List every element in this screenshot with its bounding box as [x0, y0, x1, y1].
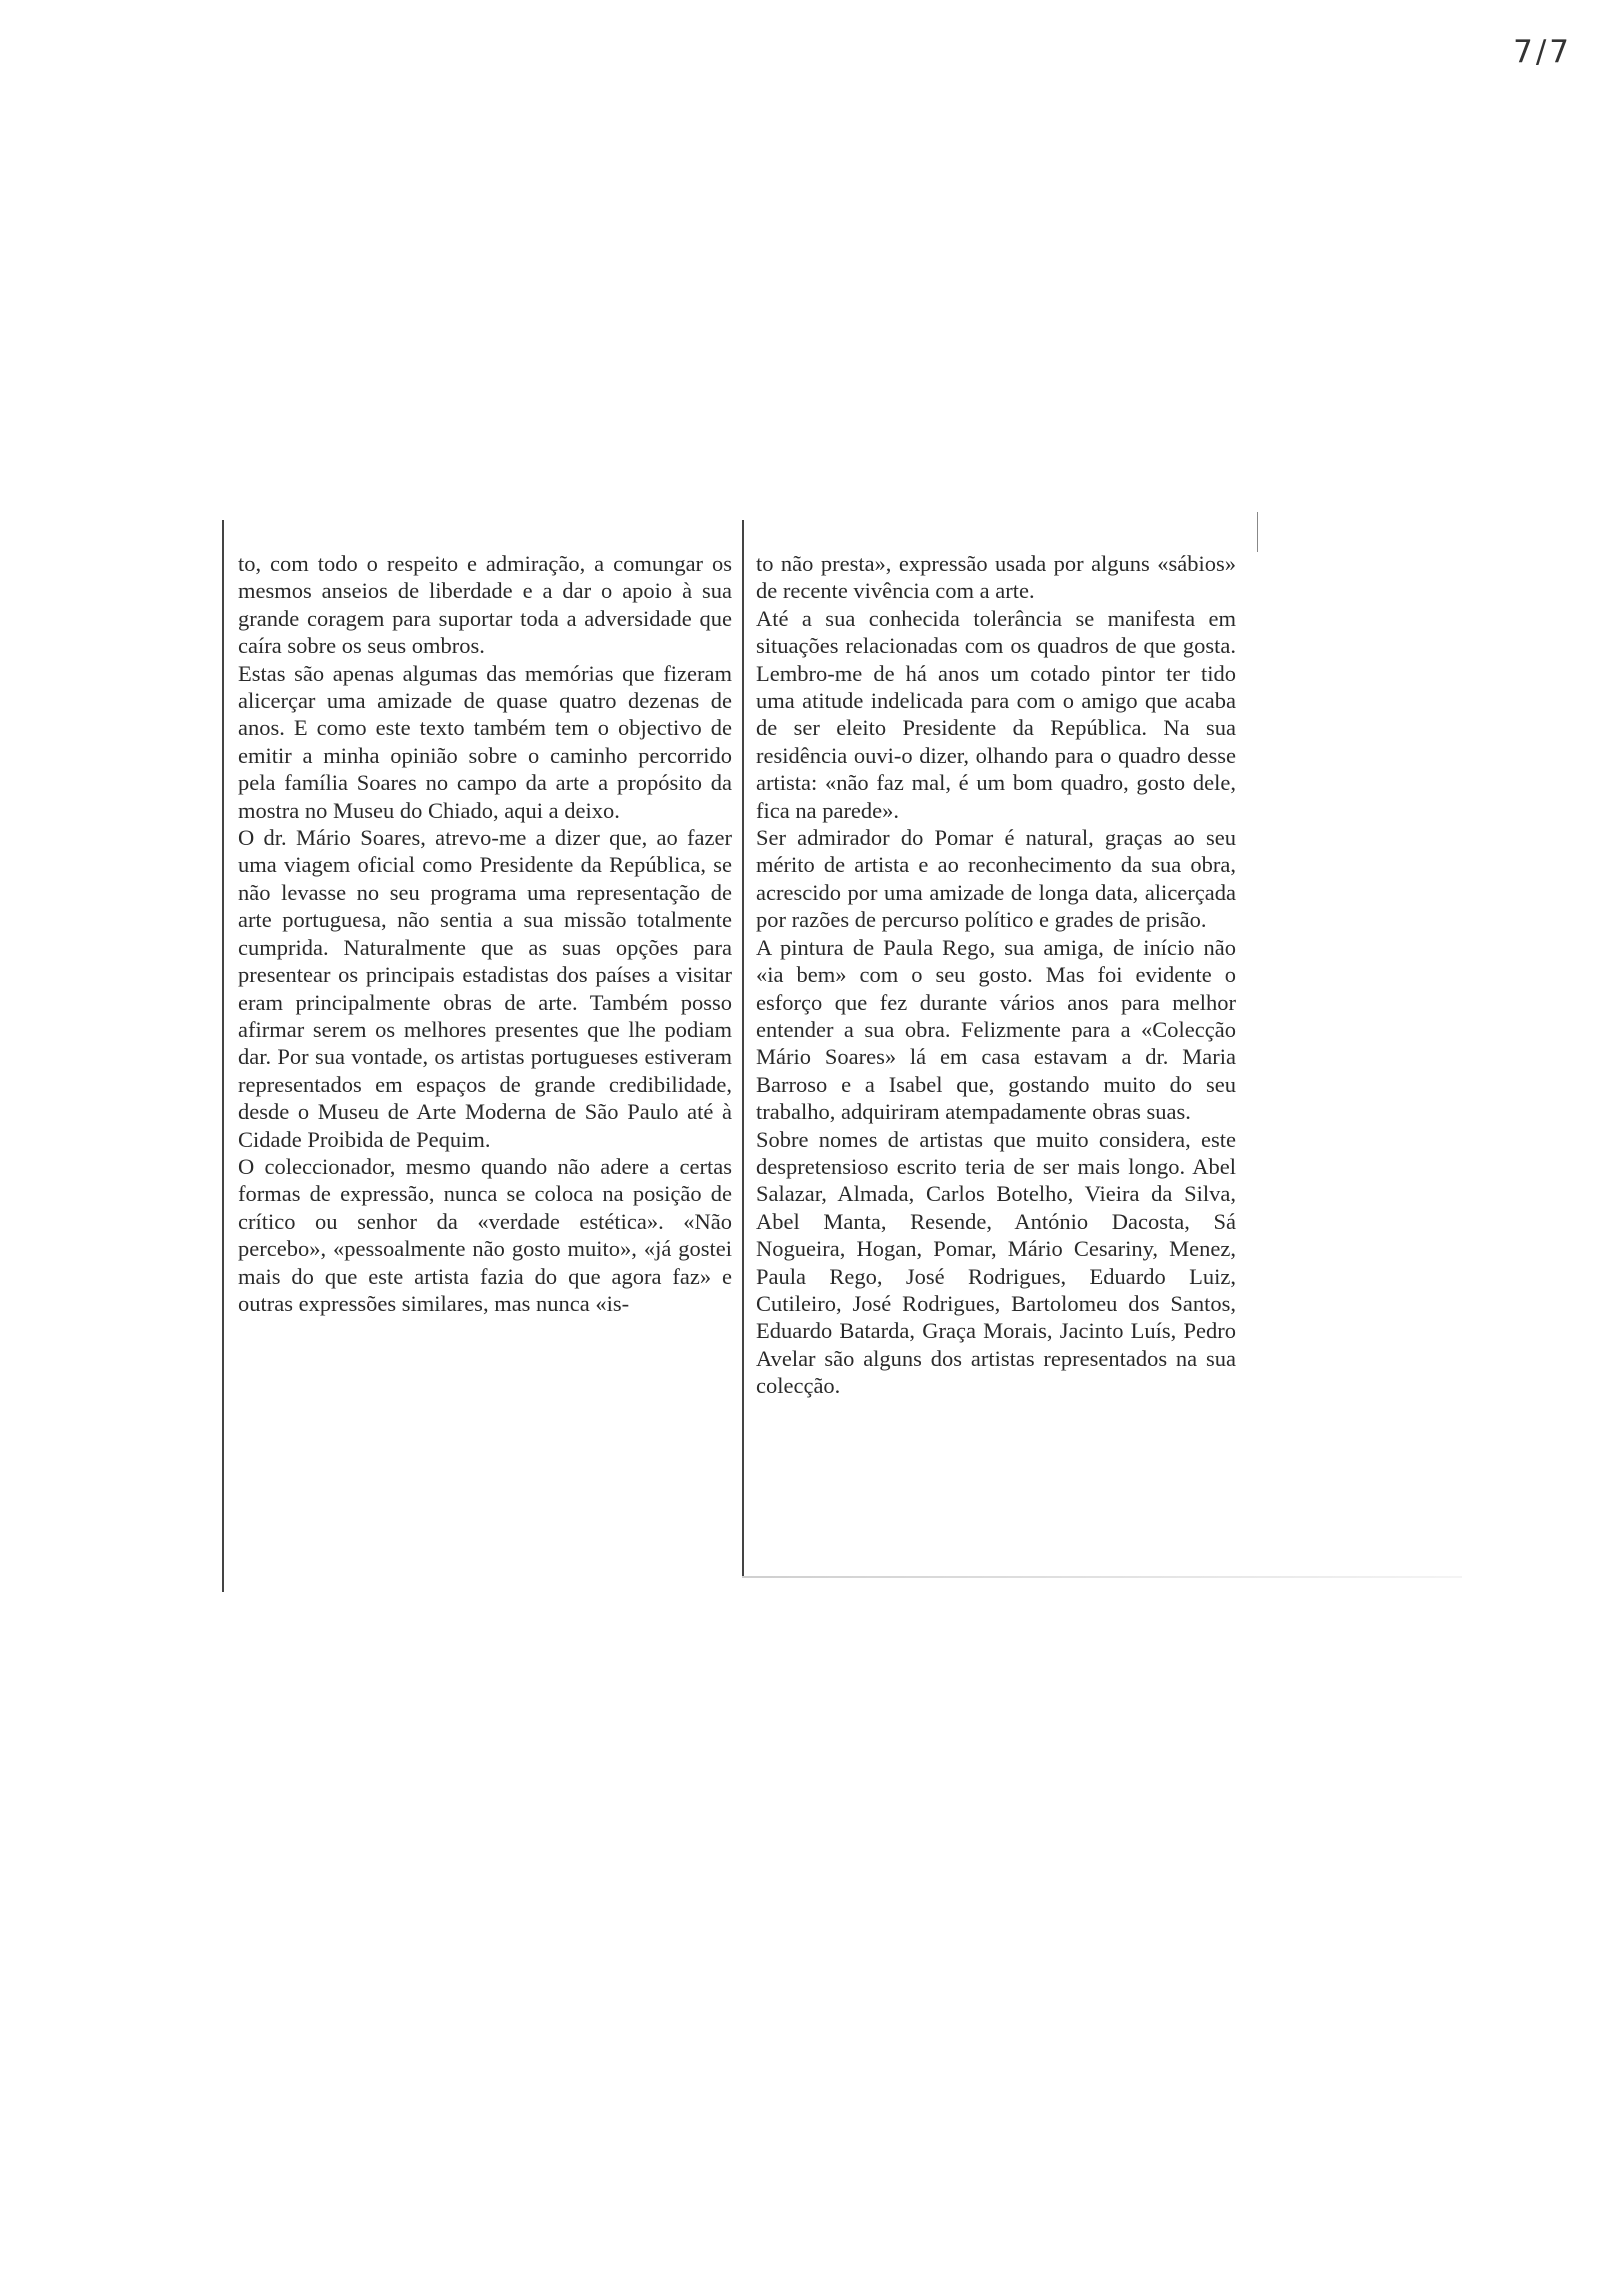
paragraph: O coleccionador, mesmo quando não adere a certas formas de expressão, nunca se coloca na posição de crítico ou senhor da «verdade estética». «Não percebo», «pessoalmente não gosto muito», «já gostei mais do que este artista fazia do que agora faz» e outras expressões similares, mas nunca «is- [238, 1153, 732, 1316]
paragraph: to, com todo o respeito e admiração, a comungar os mesmos anseios de liberdade e a dar o apoio à sua grande coragem para suportar toda a adversidade que caíra sobre os seus ombros. [238, 551, 732, 659]
column-divider-rule [742, 520, 744, 1578]
page-number: 7/7 [1513, 34, 1572, 70]
paragraph: Ser admirador do Pomar é natural, graças ao seu mérito de artista e ao reconhecimento da sua obra, acrescido por uma amizade de longa data, alicerçada por razões de percurso político e grades de prisão. [756, 825, 1236, 933]
right-edge-mark [1257, 512, 1258, 552]
left-column-rule [222, 520, 224, 1592]
paragraph: O dr. Mário Soares, atrevo-me a dizer que, ao fazer uma viagem oficial como Presidente da República, se não levasse no seu programa uma representação de arte portuguesa, não sentia a sua missão totalmente cumprida. Naturalmente que as suas opções para presentear os principais estadistas dos países a visitar eram principalmente obras de arte. Também posso afirmar serem os melhores presentes que lhe podiam dar. Por sua vontade, os artistas portugueses estiveram representados em espaços de grande credibilidade, desde o Museu de Arte Moderna de São Paulo até à Cidade Proibida de Pequim. [238, 825, 732, 1152]
clipping-bottom-edge [742, 1576, 1462, 1578]
right-column [756, 550, 1236, 1400]
paragraph: A pintura de Paula Rego, sua amiga, de início não «ia bem» com o seu gosto. Mas foi evidente o esforço que fez durante vários anos para melhor entender a sua obra. Felizmente para a «Colecção Mário Soares» lá em casa estavam a dr. Maria Barroso e a Isabel que, gostando muito do seu trabalho, adquiriram atempadamente obras suas. [756, 934, 1236, 1125]
left-column [238, 550, 732, 1317]
paragraph: Até a sua conhecida tolerância se manifesta em situações relacionadas com os quadros de que gosta. Lembro-me de há anos um cotado pintor ter tido uma atitude indelicada para com o amigo que acaba de ser eleito Presidente da República. Na sua residência ouvi-o dizer, olhando para o quadro desse artista: «não faz mal, é um bom quadro, gosto dele, fica na parede». [756, 605, 1236, 823]
newspaper-clipping [222, 520, 1244, 1592]
paragraph: Estas são apenas algumas das memórias que fizeram alicerçar uma amizade de quase quatro dezenas de anos. E como este texto também tem o objectivo de emitir a minha opinião sobre o caminho percorrido pela família Soares no campo da arte a propósito da mostra no Museu do Chiado, aqui a deixo. [238, 660, 732, 823]
paragraph: Sobre nomes de artistas que muito considera, este despretensioso escrito teria de ser mais longo. Abel Salazar, Almada, Carlos Botelho, Vieira da Silva, Abel Manta, Resende, António Dacosta, Sá Nogueira, Hogan, Pomar, Mário Cesariny, Menez, Paula Rego, José Rodrigues, Eduardo Luiz, Cutileiro, José Rodrigues, Bartolomeu dos Santos, Eduardo Batarda, Graça Morais, Jacinto Luís, Pedro Avelar são alguns dos artistas representados na sua colecção. [756, 1126, 1236, 1399]
paragraph: to não presta», expressão usada por alguns «sábios» de recente vivência com a arte. [756, 551, 1236, 604]
